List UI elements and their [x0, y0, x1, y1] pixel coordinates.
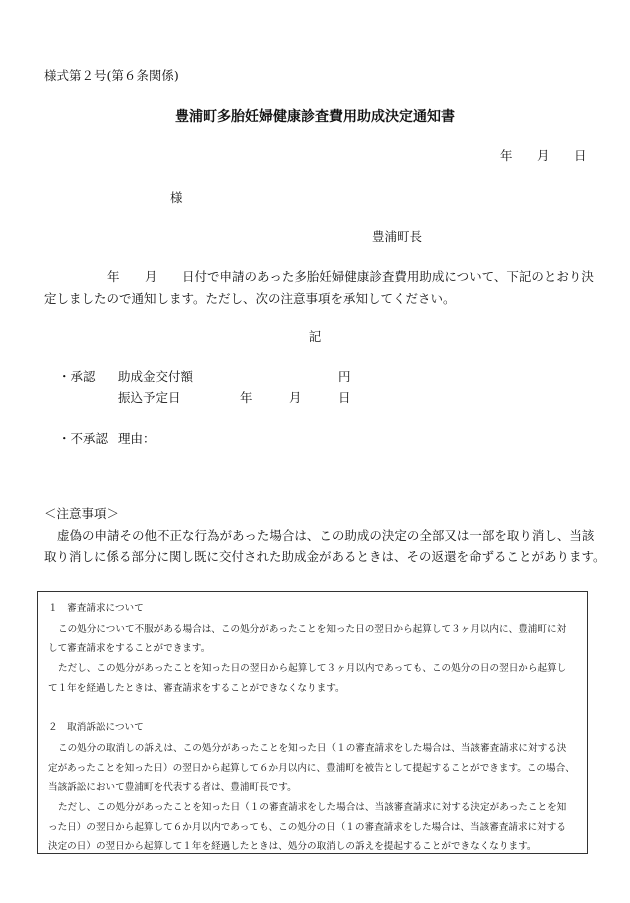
- body-year: 年: [107, 269, 120, 284]
- addressee-suffix: 様: [170, 190, 183, 205]
- issue-date-year: 年: [500, 148, 513, 163]
- appeal-section2-heading: ２ 取消訴訟について: [48, 722, 144, 733]
- appeal-section1-line: て１年を経過したときは、審査請求をすることができなくなります。: [48, 683, 345, 694]
- reason-label: 理由：: [118, 431, 156, 446]
- appeal-section1-line: して審査請求をすることができます。: [48, 643, 211, 654]
- notice-line2: 取り消しに係る部分に関し既に交付された助成金があるときは、その返還を命ずることがあります。: [44, 549, 606, 564]
- body-month: 月: [145, 269, 158, 284]
- appeal-section2-line: 定があったことを知った日）の翌日から起算して６か月以内に、豊浦町を被告として提起することができます。この場合、: [48, 763, 575, 774]
- issue-date-month: 月: [537, 148, 550, 163]
- body-line1-text: 日付で申請のあった多胎妊婦健康診査費用助成について、下記のとおり決: [182, 269, 594, 284]
- transfer-day: 日: [338, 390, 351, 405]
- appeal-section2-line: 決定の日）の翌日から起算して１年を経過したときは、処分の取消しの訴えを提起することができなくなります。: [48, 841, 537, 852]
- approval-label: ・承認: [58, 369, 96, 384]
- disapproval-label: ・不承認: [58, 431, 109, 446]
- document-title: 豊浦町多胎妊婦健康診査費用助成決定通知書: [175, 109, 455, 125]
- amount-unit: 円: [338, 369, 351, 384]
- appeal-section2-line: ただし、この処分があったことを知った日（１の審査請求をした場合は、当該審査請求に対する決定があったことを知: [58, 802, 567, 813]
- transfer-date-label: 振込予定日: [118, 390, 181, 405]
- appeal-section1-heading: １ 審査請求について: [48, 603, 144, 614]
- transfer-year: 年: [240, 390, 253, 405]
- ki-heading: 記: [308, 329, 322, 344]
- appeal-section1-line: この処分について不服がある場合は、この処分があったことを知った日の翌日から起算して３ヶ月以内に、豊浦町に対: [58, 624, 567, 635]
- appeal-section1-line: ただし、この処分があったことを知った日の翌日から起算して３ヶ月以内であっても、この処分の日の翌日から起算し: [58, 663, 567, 674]
- sender-name: 豊浦町長: [372, 229, 423, 244]
- appeal-section2-line: 当該訴訟において豊浦町を代表する者は、豊浦町長です。: [48, 782, 297, 793]
- appeal-info-box: [37, 591, 588, 854]
- issue-date-day: 日: [574, 148, 587, 163]
- form-number: 様式第２号(第６条関係): [44, 68, 179, 83]
- body-line2: 定しましたので通知します。ただし、次の注意事項を承知してください。: [44, 291, 456, 306]
- notice-line1: 虚偽の申請その他不正な行為があった場合は、この助成の決定の全部又は一部を取り消し、当該: [57, 528, 595, 543]
- appeal-section2-line: った日）の翌日から起算して６か月以内であっても、この処分の日（１の審査請求をした場合は、当該審査請求に対する: [48, 822, 566, 833]
- transfer-month: 月: [289, 390, 302, 405]
- appeal-section2-line: この処分の取消しの訴えは、この処分があったことを知った日（１の審査請求をした場合は、当該審査請求に対する決: [58, 743, 567, 754]
- amount-label: 助成金交付額: [118, 369, 194, 384]
- notice-heading: ＜注意事項＞: [44, 506, 120, 521]
